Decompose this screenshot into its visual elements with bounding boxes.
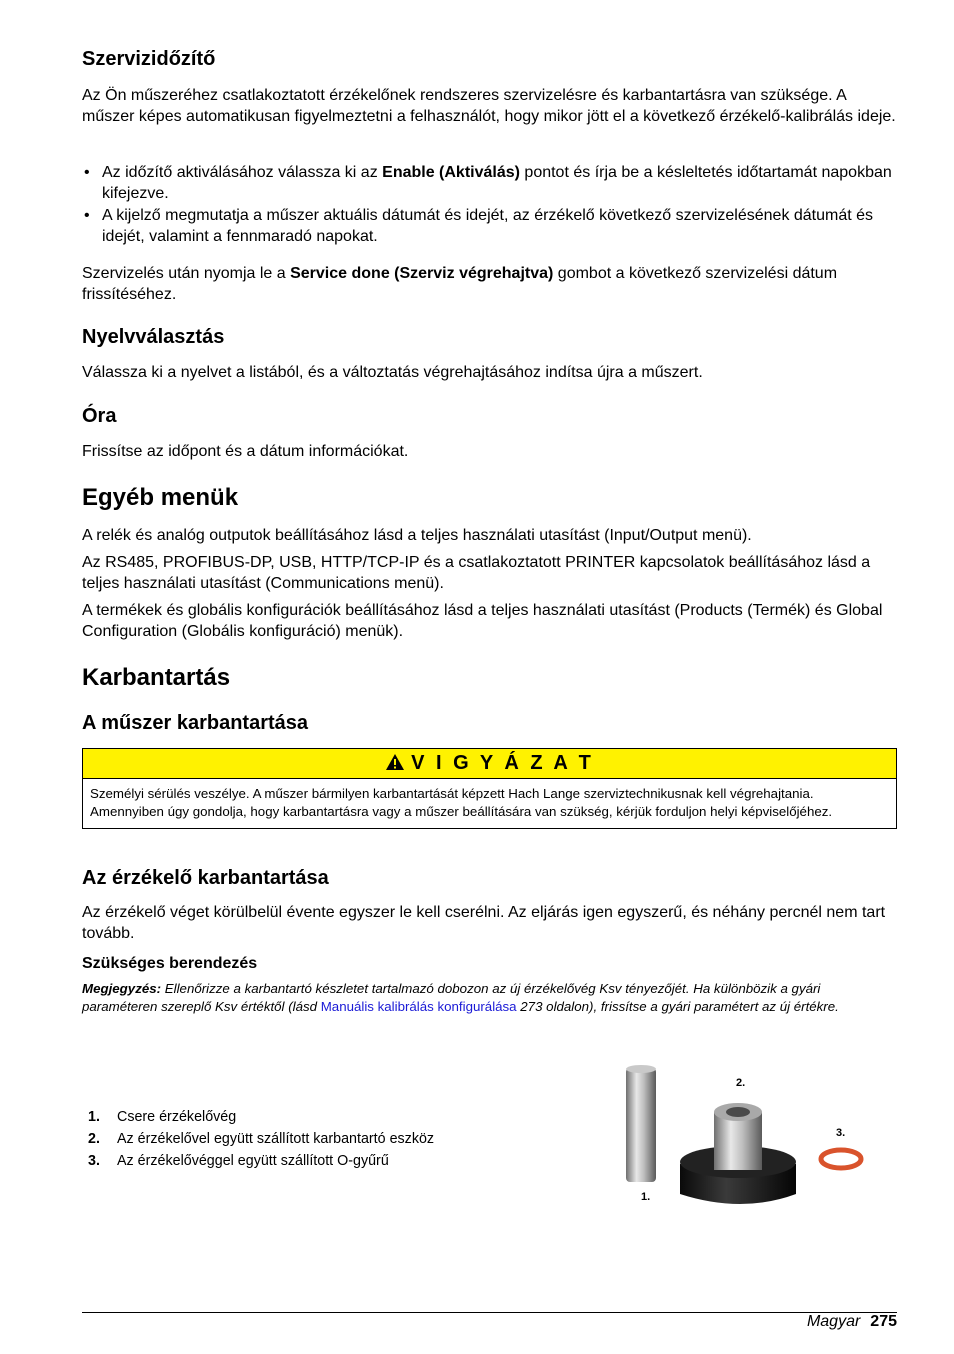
note-label: Megjegyzés: — [82, 981, 162, 996]
warning-triangle-icon — [385, 751, 405, 780]
subsection-title-muszer: A műszer karbantartása — [82, 712, 309, 734]
page-number: 275 — [870, 1313, 897, 1330]
subsection-title-szukseges: Szükséges berendezés — [82, 955, 258, 972]
section-title-egyeb: Egyéb menük — [82, 484, 239, 511]
manual-calibration-link[interactable]: Manuális kalibrálás konfigurálása — [320, 999, 517, 1014]
erzekelo-text: Az érzékelő véget körülbelül évente egyszer le kell cserélni. Az eljárás igen egyszerű, és néhány percnél nem tart tovább. — [82, 904, 886, 942]
parts-list — [82, 1106, 434, 1172]
nyelv-text: Válassza ki a nyelvet a listából, és a változtatás végrehajtásához indítsa újra a műszert. — [82, 364, 703, 381]
o-ring-image — [821, 1150, 861, 1168]
caution-box — [82, 748, 897, 829]
list-item: 1. Csere érzékelővég — [88, 1109, 237, 1125]
section-title-karbantartas: Karbantartás — [82, 664, 231, 691]
egyeb-p1: A relék és analóg outputok beállításához lásd a teljes használati utasítást (Input/Output menü). — [82, 527, 752, 544]
sensor-cap-image — [626, 1065, 656, 1182]
equipment-photo — [614, 1062, 876, 1214]
page-footer — [807, 1312, 897, 1332]
photo-label-3: 3. — [836, 1127, 846, 1139]
egyeb-p2: Az RS485, PROFIBUS-DP, USB, HTTP/TCP-IP és a csatlakoztatott PRINTER kapcsolatok beállításához lásd a teljes használati utasítást (Communications menü). — [82, 554, 871, 592]
list-item: 3. Az érzékelővéggel együtt szállított O-gyűrű — [88, 1153, 389, 1169]
bullet-enable: • Az időzítő aktiválásához válassza ki az Enable (Aktiválás) pontot és írja be a késleltetés időtartamát napokban kifejezve. — [82, 162, 897, 204]
footer-divider — [82, 1312, 897, 1313]
footer-language: Magyar — [806, 1313, 861, 1330]
szervizidozito-after: Szervizelés után nyomja le a Service done (Szerviz végrehajtva) gombot a következő szervizelési dátum frissítéséhez. — [82, 265, 838, 303]
list-item: 2. Az érzékelővel együtt szállított karbantartó eszköz — [88, 1131, 435, 1147]
photo-label-2: 2. — [736, 1077, 746, 1089]
caution-label: V I G Y Á Z A T — [411, 752, 594, 774]
maintenance-tool-image — [680, 1103, 796, 1204]
egyeb-p3: A termékek és globális konfigurációk beállításához lásd a teljes használati utasítást (Products (Termék) és Global Configuration (Globális konfiguráció) menük). — [82, 602, 883, 640]
section-title-nyelv: Nyelvválasztás — [82, 326, 225, 348]
enable-term: Enable (Aktiválás) — [382, 164, 520, 181]
section-title-szervizidozito: Szervizidőzítő — [82, 48, 216, 70]
note-paragraph: Megjegyzés: Ellenőrizze a karbantartó készletet tartalmazó dobozon az új érzékelővég Ksv tényezőjét. Ha különbözik a gyári paraméteren szereplő Ksv értéktől (lásd Manuális kalibrálás konfigurálása 273 oldalon), frissítse a gyári paramétert az új értékre. — [82, 981, 839, 1014]
szervizidozito-bullets — [82, 162, 897, 248]
subsection-title-erzekelo: Az érzékelő karbantartása — [82, 867, 329, 889]
bullet-display: • A kijelző megmutatja a műszer aktuális dátumát és idejét, az érzékelő következő szervizelésének dátumát és idejét, valamint a fennmaradó napokat. — [82, 205, 897, 247]
service-done-term: Service done (Szerviz végrehajtva) — [290, 265, 554, 282]
caution-header — [83, 749, 896, 779]
caution-text: Személyi sérülés veszélye. A műszer bármilyen karbantartását képzett Hach Lange szerviztechnikusnak kell végrehajtania. Amennyiben úgy gondolja, hogy karbantartásra vagy a műszer beállítására van szükség, kérjük forduljon helyi képviselőjéhez. — [90, 786, 833, 819]
ora-text: Frissítse az időpont és a dátum információkat. — [82, 443, 409, 460]
photo-label-1: 1. — [641, 1191, 651, 1203]
section-title-ora: Óra — [82, 405, 117, 427]
szervizidozito-intro: Az Ön műszeréhez csatlakoztatott érzékelőnek rendszeres szervizelésre és karbantartásra van szüksége. A műszer képes automatikusan figyelmeztetni a felhasználót, hogy mikor jött el a következő érzékelő-kalibrálás ideje. — [82, 87, 896, 125]
